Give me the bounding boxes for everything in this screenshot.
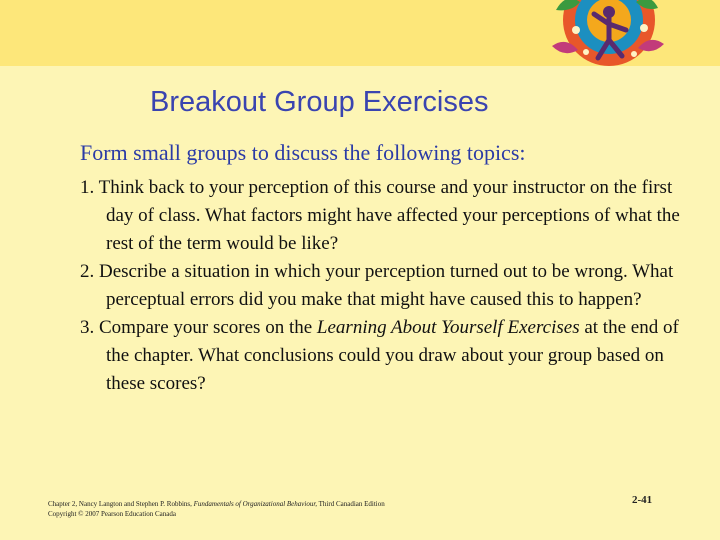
- topic-item-3: [80, 314, 700, 398]
- topic-list: [80, 174, 700, 398]
- topic-text-italic: Learning About Yourself Exercises: [316, 317, 580, 338]
- topic-number: 3.: [80, 317, 95, 338]
- topic-text-before: Compare your scores on the: [99, 317, 317, 338]
- topic-number: 1.: [80, 177, 95, 198]
- topic-item-2: [80, 258, 700, 314]
- dancing-figures-logo-icon: [546, 0, 672, 66]
- slide-subtitle: Form small groups to discuss the following topics:: [80, 140, 526, 165]
- topic-number: 2.: [80, 261, 95, 282]
- footer-edition: Third Canadian Edition: [317, 500, 385, 508]
- slide-title: Breakout Group Exercises: [150, 86, 489, 118]
- topic-item-1: [80, 174, 700, 258]
- footer-citation: [48, 499, 385, 519]
- footer-copyright: Copyright © 2007 Pearson Education Canada: [48, 510, 176, 518]
- footer-line-1: [48, 499, 385, 509]
- topic-text: Describe a situation in which your perception turned out to be wrong. What perceptual errors did you make that might have caused this to happen?: [99, 261, 674, 310]
- topic-text: Think back to your perception of this course and your instructor on the first day of class. What factors might have affected your perceptions of what the rest of the term would be like?: [98, 177, 680, 254]
- footer-book-title: Fundamentals of Organizational Behaviour,: [193, 500, 318, 508]
- footer-text: Chapter 2, Nancy Langton and Stephen P. Robbins,: [48, 500, 194, 508]
- page-number: 2-41: [632, 494, 653, 506]
- topic-text-after: at the end of the chapter. What conclusions could you draw about your group based on these scores?: [106, 317, 679, 394]
